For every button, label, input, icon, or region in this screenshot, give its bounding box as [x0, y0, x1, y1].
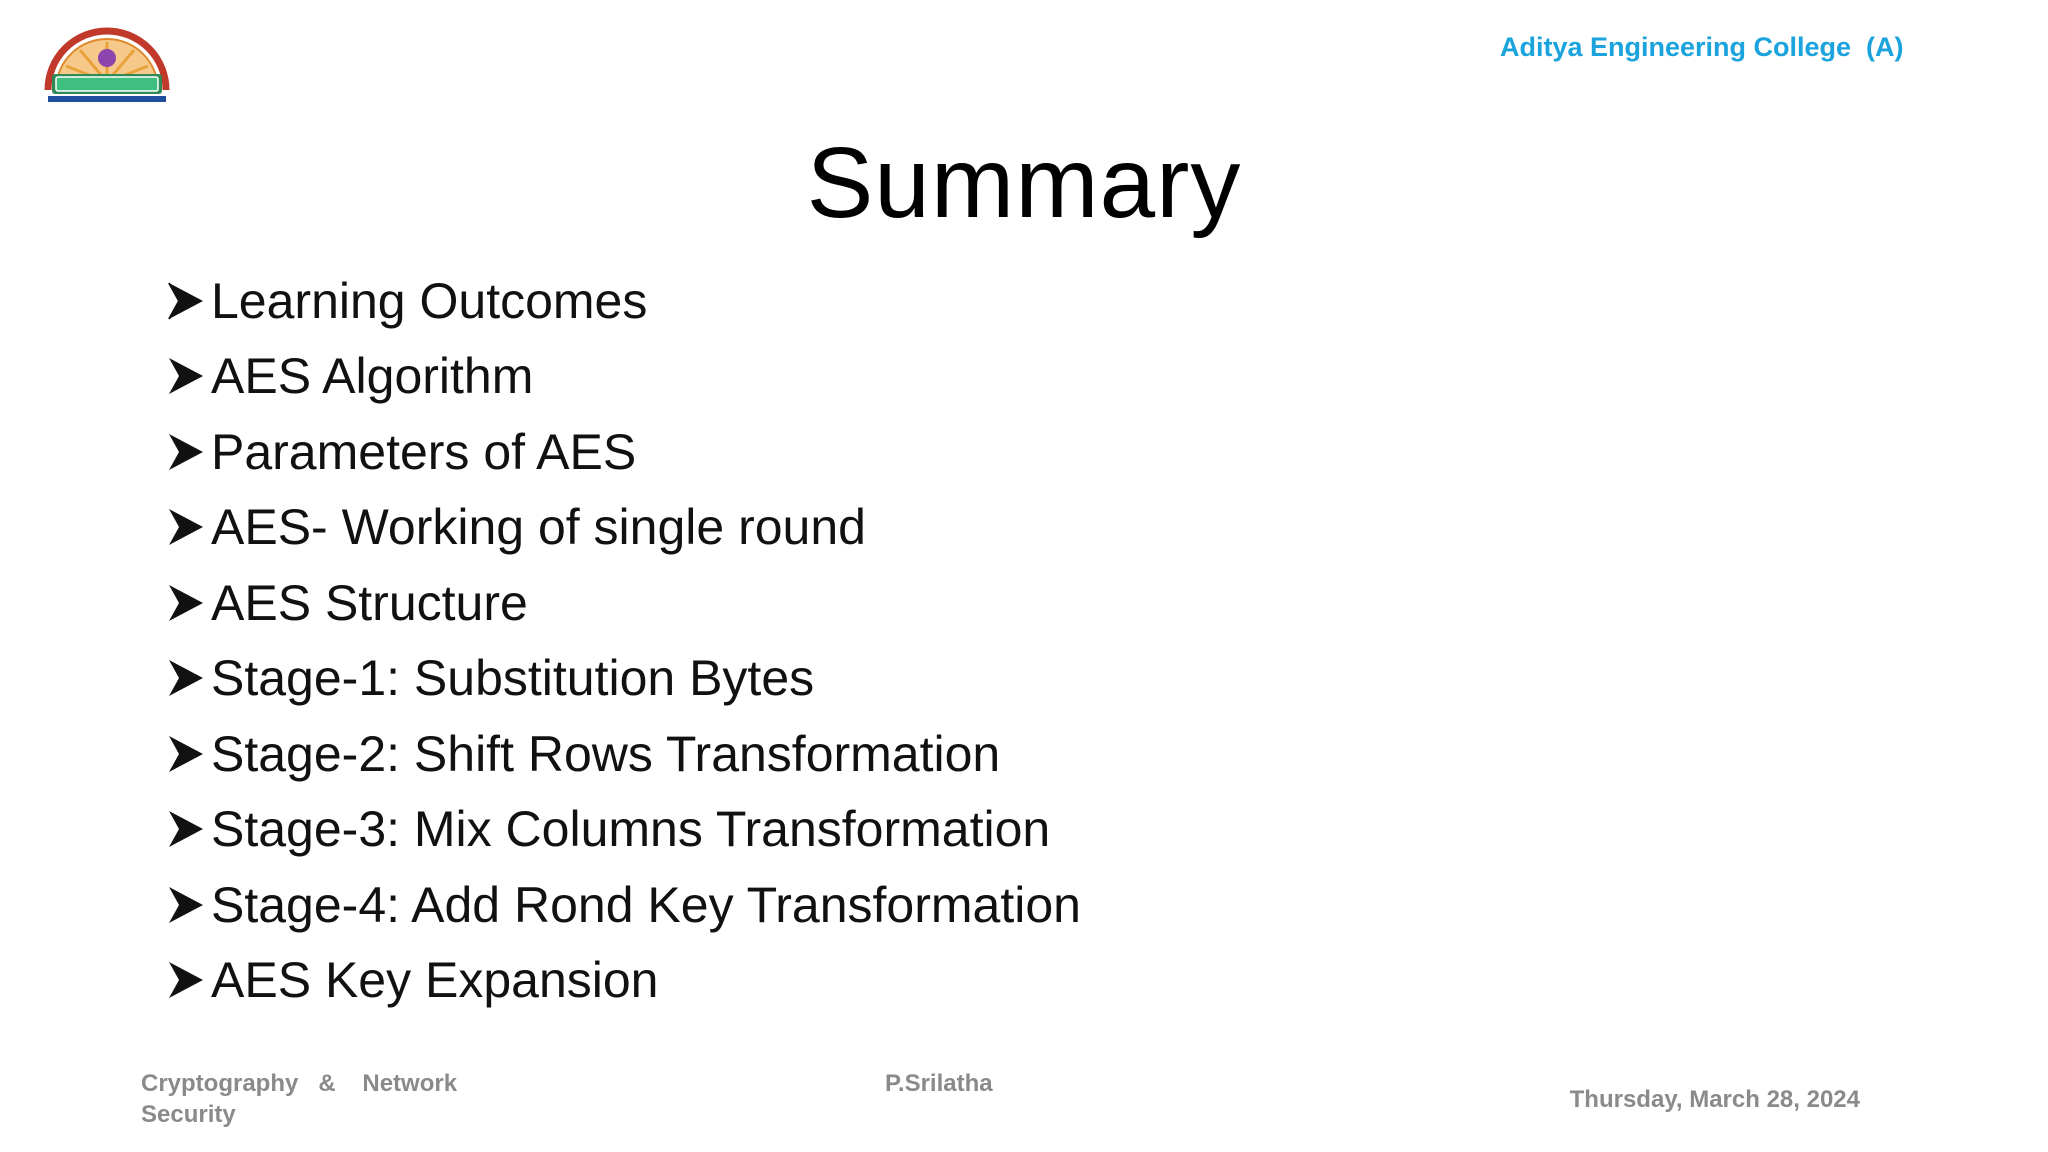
- college-name: Aditya Engineering College (A): [1500, 32, 1904, 62]
- list-item-text: Parameters of AES: [211, 423, 637, 480]
- list-item: [165, 339, 1081, 415]
- list-item: [165, 565, 1081, 641]
- aditya-college-logo: [38, 20, 176, 106]
- page-title: Summary: [806, 127, 1242, 239]
- list-item-text: Stage-4: Add Rond Key Transformation: [211, 876, 1081, 933]
- arrowhead-bullet-icon: [165, 807, 207, 851]
- arrowhead-bullet-icon: [165, 505, 207, 549]
- arrowhead-bullet-icon: [165, 354, 207, 398]
- list-item-text: AES Key Expansion: [211, 952, 659, 1009]
- list-item-text: Learning Outcomes: [211, 272, 648, 329]
- arrowhead-bullet-icon: [165, 430, 207, 474]
- arrowhead-bullet-icon: [165, 581, 207, 625]
- list-item: [165, 867, 1081, 943]
- list-item-text: Stage-3: Mix Columns Transformation: [211, 801, 1051, 858]
- list-item: [165, 263, 1081, 339]
- list-item: [165, 716, 1081, 792]
- list-item-text: Stage-2: Shift Rows Transformation: [211, 725, 1001, 782]
- list-item-text: Stage-1: Substitution Bytes: [211, 650, 815, 707]
- list-item: [165, 414, 1081, 490]
- list-item: [165, 490, 1081, 566]
- list-item: [165, 943, 1081, 1019]
- list-item-text: AES- Working of single round: [211, 499, 866, 556]
- summary-list: [165, 263, 1081, 1018]
- list-item: [165, 641, 1081, 717]
- arrowhead-bullet-icon: [165, 958, 207, 1002]
- arrowhead-bullet-icon: [165, 732, 207, 776]
- footer-date: Thursday, March 28, 2024: [1569, 1086, 1860, 1113]
- footer-author: P.Srilatha: [885, 1070, 993, 1097]
- arrowhead-bullet-icon: [165, 656, 207, 700]
- arrowhead-bullet-icon: [165, 883, 207, 927]
- footer-course: Cryptography & Network Security: [141, 1070, 458, 1128]
- arrowhead-bullet-icon: [165, 279, 207, 323]
- list-item-text: AES Algorithm: [211, 348, 534, 405]
- list-item-text: AES Structure: [211, 574, 528, 631]
- list-item: [165, 792, 1081, 868]
